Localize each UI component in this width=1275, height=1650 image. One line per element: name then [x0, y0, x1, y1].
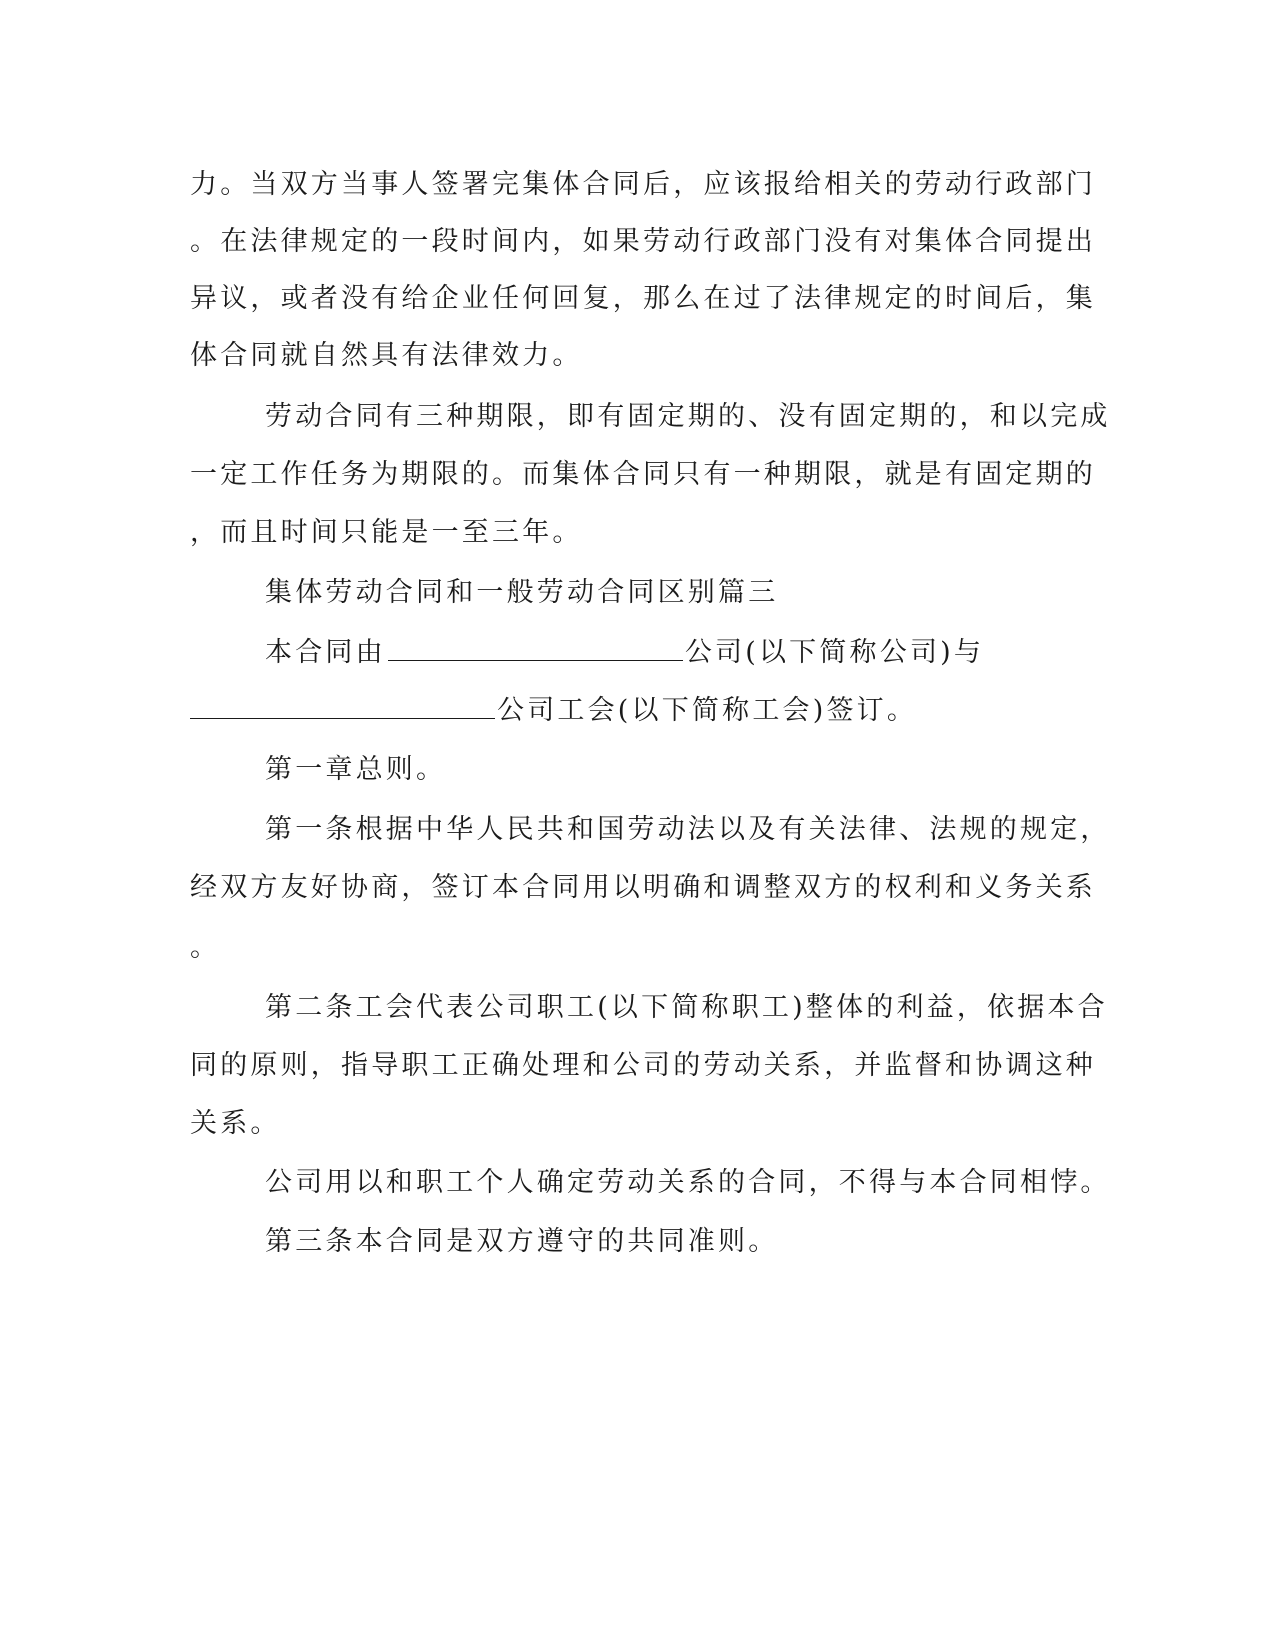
contract-party-text: 公司(以下简称公司)与	[684, 637, 985, 668]
text-line: 异议，或者没有给企业任何回复，那么在过了法律规定的时间后，集	[190, 283, 1096, 314]
text-line: 关系。	[190, 1108, 281, 1139]
union-party-text: 公司工会(以下简称工会)签订。	[497, 695, 918, 726]
text-line: 。在法律规定的一段时间内，如果劳动行政部门没有对集体合同提出	[190, 226, 1096, 257]
text-line: 一定工作任务为期限的。而集体合同只有一种期限，就是有固定期的	[190, 459, 1096, 490]
union-name-blank	[190, 690, 495, 719]
chapter-heading: 第一章总则。	[265, 754, 447, 785]
text-line: ，而且时间只能是一至三年。	[190, 517, 583, 548]
contract-intro-text: 本合同由	[265, 637, 386, 668]
text-line: 体合同就自然具有法律效力。	[190, 340, 583, 371]
text-line: 劳动合同有三种期限，即有固定期的、没有固定期的，和以完成	[265, 401, 1111, 432]
section-heading: 集体劳动合同和一般劳动合同区别篇三	[265, 577, 779, 608]
text-line: 第一条根据中华人民共和国劳动法以及有关法律、法规的规定，	[265, 814, 1111, 845]
text-line: 公司用以和职工个人确定劳动关系的合同，不得与本合同相悖。	[265, 1167, 1111, 1198]
text-line: 同的原则，指导职工正确处理和公司的劳动关系，并监督和协调这种	[190, 1050, 1096, 1081]
company-name-blank	[388, 632, 683, 661]
text-line: 力。当双方当事人签署完集体合同后，应该报给相关的劳动行政部门	[190, 169, 1096, 200]
union-party-line	[190, 690, 1090, 730]
text-line: 经双方友好协商，签订本合同用以明确和调整双方的权利和义务关系	[190, 872, 1096, 903]
text-line: 第二条工会代表公司职工(以下简称职工)整体的利益，依据本合	[265, 992, 1108, 1023]
text-line: 第三条本合同是双方遵守的共同准则。	[265, 1226, 779, 1257]
contract-party-line	[265, 632, 1165, 672]
text-line: 。	[190, 932, 221, 963]
